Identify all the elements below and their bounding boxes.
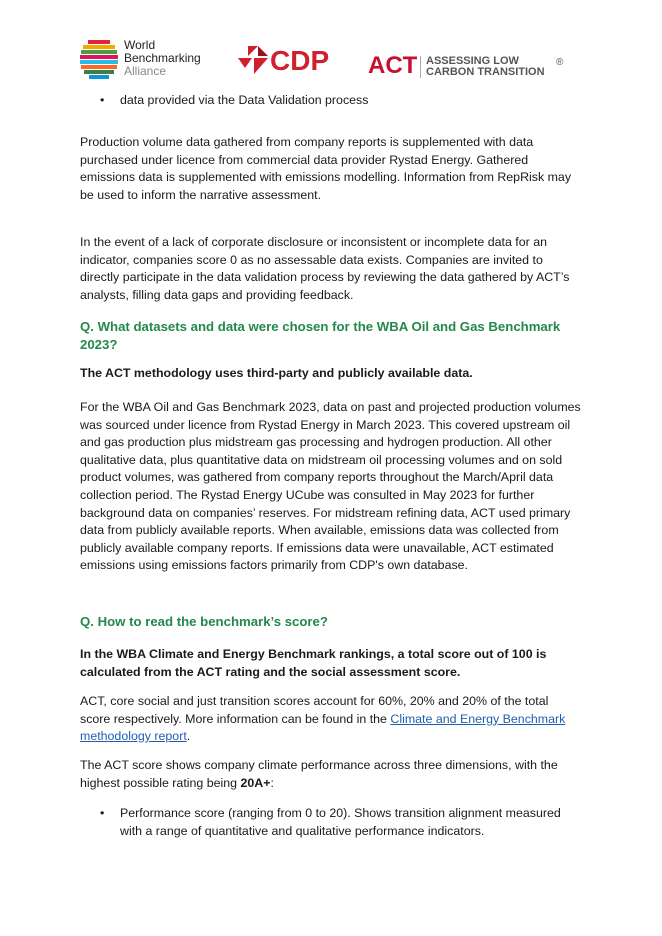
logo-text: ®	[556, 57, 564, 68]
paragraph: For the WBA Oil and Gas Benchmark 2023, data on past and projected production volumes was sourced under licence from Rystad Energy in March 2023. This covered upstream oil and gas production plus midstream gas processing and hydrogen production. All other qualitative data, plus quantitative data on midstream oil processing volumes and on sold product volumes, was gathered from company reports throughout the March/April data collection period. The Rystad Energy UCube was consulted in May 2023 for further background data on companies’ reserves. For midstream refining data, ACT used primary data from publicly available reports. When available, emissions data was collected from publicly available company reports. If emissions data were unavailable, ACT estimated emissions using emissions factors primarily from CDP's own database.	[80, 400, 581, 573]
logo-text: CDP	[270, 45, 330, 76]
lead-text: The ACT methodology uses third-party and publicly available data.	[80, 366, 473, 380]
text: The ACT score shows company climate performance across three dimensions, with the highest possible rating being	[80, 758, 558, 790]
cdp-mark-icon	[238, 44, 272, 78]
paragraph	[80, 693, 582, 746]
list-item: data provided via the Data Validation process	[120, 93, 369, 107]
section-heading: Q. What datasets and data were chosen for the WBA Oil and Gas Benchmark 2023?	[80, 319, 561, 352]
section-heading: Q. How to read the benchmark’s score?	[80, 614, 328, 629]
text: :	[270, 775, 274, 790]
bullet-icon: •	[100, 806, 105, 820]
paragraph: Production volume data gathered from company reports is supplemented with data purchased under licence from commercial data provider Rystad Energy. Gathered emissions data is supplemented with emissions modelling. Information from RepRisk may be used to inform the narrative assessment.	[80, 135, 572, 202]
bullet-icon: •	[100, 93, 105, 107]
wba-stripes-icon	[80, 38, 120, 80]
paragraph	[80, 757, 582, 792]
logo-text: CARBON TRANSITION	[426, 66, 545, 78]
text: .	[186, 729, 191, 744]
text: ACT, core social and just transition scores account for 60%, 20% and 20% of the total score respectively. More information can be found in the	[80, 694, 549, 726]
lead-text: In the WBA Climate and Energy Benchmark rankings, a total score out of 100 is calculated from the ACT rating and the social assessment score.	[80, 647, 547, 679]
logo-text: Benchmarking	[124, 51, 201, 65]
rating-text: 20A+	[240, 775, 271, 790]
logo-text: World	[124, 38, 156, 52]
logo-text: ACT	[368, 52, 418, 79]
paragraph: In the event of a lack of corporate disclosure or inconsistent or incomplete data for an indicator, companies score 0 as no assessable data exists. Companies are invited to directly participate in the data validation process by reviewing the data gathered by ACT’s analysts, filling data gaps and providing feedback.	[80, 235, 570, 302]
list-item: Performance score (ranging from 0 to 20). Shows transition alignment measured with a range of quantitative and qualitative performance indicators.	[120, 806, 561, 838]
logo-text: Alliance	[124, 64, 167, 78]
methodology-report-link[interactable]: Climate and Energy Benchmark methodology report	[80, 711, 566, 744]
wba-logo	[80, 38, 220, 80]
logo-text: ASSESSING LOW	[426, 55, 519, 67]
